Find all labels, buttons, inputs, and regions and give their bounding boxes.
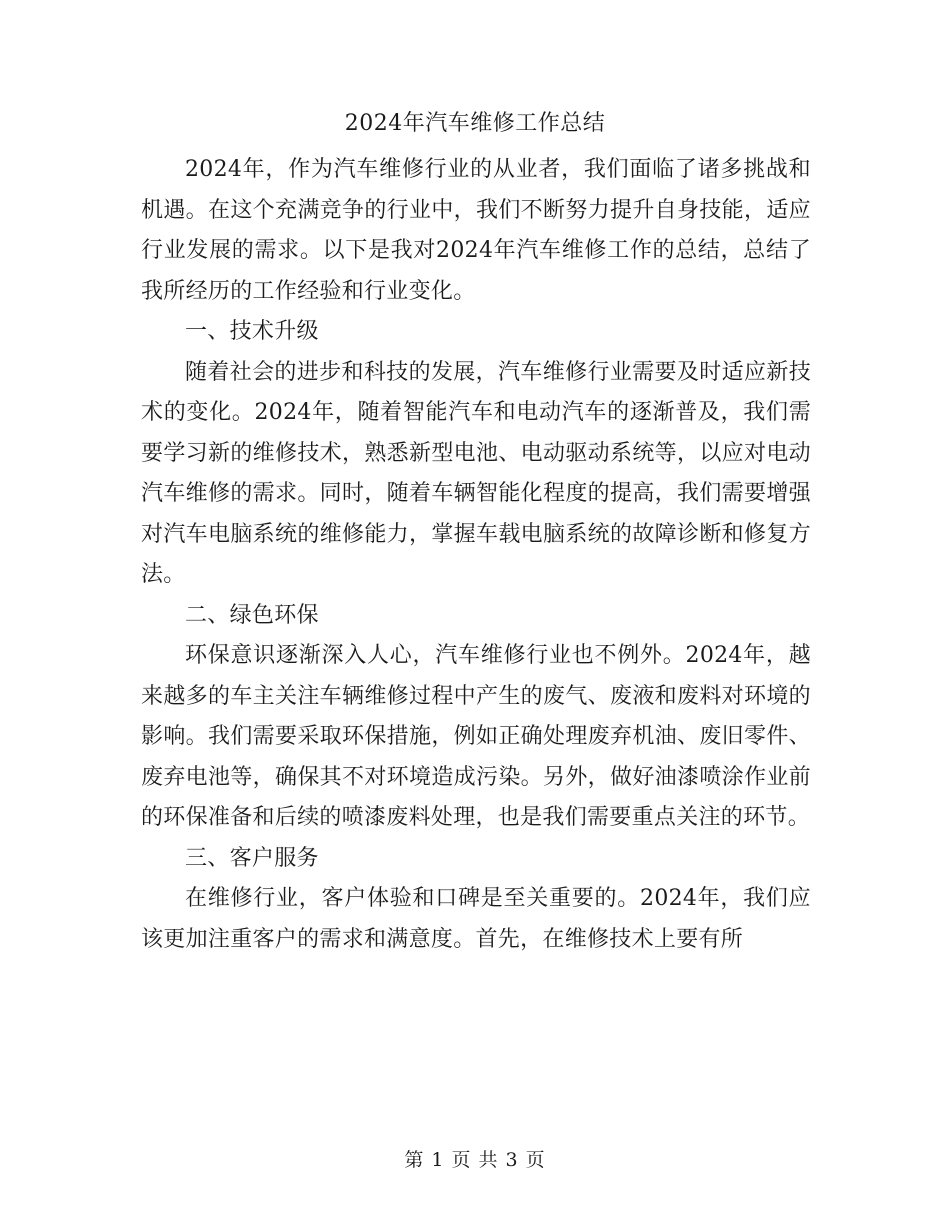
- document-body: [141, 150, 811, 960]
- section-heading-green-environment: 二、绿色环保: [185, 602, 319, 628]
- section-body-tech-upgrade: 随着社会的进步和科技的发展，汽车维修行业需要及时适应新技术的变化。2024年，随着智能汽车和电动汽车的逐渐普及，我们需要学习新的维修技术，熟悉新型电池、电动驱动系统等，以应对电动汽车维修的需求。同时，随着车辆智能化程度的提高，我们需要增强对汽车电脑系统的维修能力，掌握车载电脑系统的故障诊断和修复方法。: [141, 359, 811, 587]
- section-heading-customer-service: 三、客户服务: [185, 845, 319, 871]
- section-body-green-environment: 环保意识逐渐深入人心，汽车维修行业也不例外。2024年，越来越多的车主关注车辆维修过程中产生的废气、废液和废料对环境的影响。我们需要采取环保措施，例如正确处理废弃机油、废旧零件、废弃电池等，确保其不对环境造成污染。另外，做好油漆喷涂作业前的环保准备和后续的喷漆废料处理，也是我们需要重点关注的环节。: [141, 643, 811, 830]
- section-heading-tech-upgrade: 一、技术升级: [185, 319, 319, 344]
- intro-paragraph: 2024年，作为汽车维修行业的从业者，我们面临了诸多挑战和机遇。在这个充满竞争的行业中，我们不断努力提升自身技能，适应行业发展的需求。以下是我对2024年汽车维修工作的总结，总结了我所经历的工作经验和行业变化。: [141, 157, 811, 304]
- document-title: 2024年汽车维修工作总结: [344, 111, 606, 136]
- page-number-footer: 第 1 页 共 3 页: [404, 1149, 546, 1171]
- section-body-customer-service: 在维修行业，客户体验和口碑是至关重要的。2024年，我们应该更加注重客户的需求和满意度。首先，在维修技术上要有所: [141, 886, 811, 952]
